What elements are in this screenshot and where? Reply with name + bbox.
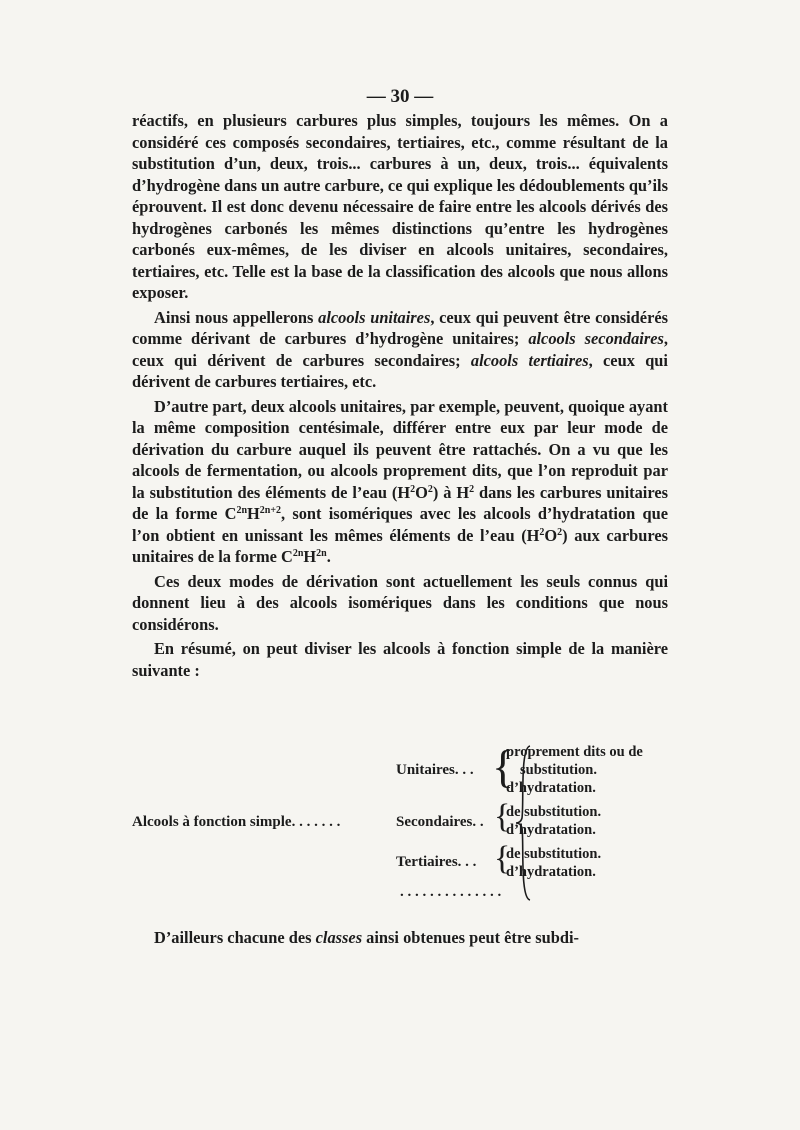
tertiaires-item-2: d’hydratation. — [506, 864, 596, 880]
text-run: , ceux qui dérivent de carbures tertiaires, etc. — [132, 350, 668, 391]
classification-table — [132, 741, 672, 904]
paragraph-1: réactifs, en plusieurs carbures plus simples, toujours les mêmes. On a considéré ces composés secondaires, tertiaires, etc., comme résultant de la substitution d’un, deux, trois... carbures à un, deux, trois... équivalents d’hydrogène dans un autre carbure, ce qui explique les dédoublements qu’ils éprouvent. Il est donc devenu nécessaire de faire entre les alcools dérivés des hydrogènes carbonés les mêmes distinctions qu’entre les hydrogènes carbonés eux-mêmes, de les diviser en alcools unitaires, secondaires, tertiaires, etc. Telle est la base de la classification des alcools que nous allons exposer. — [132, 111, 668, 302]
italic-term: alcools unitaires — [318, 307, 431, 327]
text-run: Ainsi nous appellerons — [154, 307, 319, 327]
superscript: 2n — [292, 548, 304, 559]
text-run: ) aux carbures unitaires de la forme C — [132, 525, 668, 566]
classification-etc: . . . . . . . . . . . . . . — [400, 884, 502, 900]
secondaires-item-1: de substitution. — [506, 804, 602, 820]
text-run: , sont isomériques avec les alcools d’hydratation que l’on obtient en unissant les mêmes éléments de l’eau (H — [132, 504, 668, 545]
text-run: D’ailleurs chacune des — [154, 928, 316, 947]
paragraph-2 — [132, 307, 668, 393]
superscript: 2n+2 — [259, 505, 282, 516]
text-run: H — [303, 547, 317, 566]
text-run: . — [326, 547, 331, 566]
category-tertiaires: Tertiaires. . . — [396, 854, 477, 870]
body-text — [132, 110, 668, 681]
category-unitaires: Unitaires. . . — [396, 762, 474, 778]
text-run: ainsi obtenues peut être subdi- — [362, 928, 579, 947]
text-run: O — [415, 482, 428, 502]
category-secondaires: Secondaires. . — [396, 814, 484, 830]
superscript: 2 — [557, 526, 563, 538]
page-number: — 30 — — [366, 86, 434, 107]
paragraph-4: Ces deux modes de dérivation sont actuellement les seuls connus qui donnent lieu à des alcools isomériques dans les conditions que nous considérons. — [132, 571, 668, 634]
superscript: 2n — [316, 548, 327, 559]
paragraph-3 — [132, 396, 668, 568]
italic-term: classes — [315, 928, 363, 947]
text-run: , ceux qui peuvent être considérés comme dérivant de carbures d’hydrogène unitaires; — [132, 307, 668, 348]
superscript: 2 — [427, 483, 433, 495]
last-line — [132, 928, 668, 948]
brace-icon: { — [492, 741, 515, 792]
superscript: 2 — [539, 526, 545, 538]
text-run: ) à H — [432, 482, 470, 502]
tertiaires-item-1: de substitution. — [506, 846, 602, 862]
paragraph-5: En résumé, on peut diviser les alcools à fonction simple de la manière suivante : — [132, 639, 668, 680]
superscript: 2 — [410, 483, 416, 495]
text-run: O — [544, 525, 558, 545]
text-run: H — [247, 504, 260, 523]
unitaires-item-1: proprement dits ou de — [506, 744, 643, 760]
italic-term: alcools tertiaires — [470, 350, 589, 370]
brace-icon: { — [494, 840, 511, 877]
text-run: dans les carbures unitaires de la forme C — [132, 482, 668, 523]
brace-icon: { — [494, 798, 511, 835]
unitaires-item-3: d’hydratation. — [506, 780, 596, 796]
classification-root: Alcools à fonction simple. . . . . . . — [132, 814, 341, 830]
superscript: 2n — [236, 505, 248, 516]
superscript: 2 — [469, 483, 475, 495]
italic-term: alcools secondaires — [528, 329, 664, 348]
text-run: D’autre part, deux alcools unitaires, par exemple, peuvent, quoique ayant la même composition centésimale, différer entre eux par leur mode de dérivation du carbure auquel ils peuvent être rattachés. On a vu que les alcools de fermentation, ou alcools proprement dits, que l’on reproduit par la substitution des éléments de l’eau (H — [132, 396, 668, 502]
unitaires-item-2: substitution. — [520, 762, 597, 778]
secondaires-item-2: d’hydratation. — [506, 822, 596, 838]
text-run: , ceux qui dérivent de carbures secondaires; — [132, 329, 668, 370]
